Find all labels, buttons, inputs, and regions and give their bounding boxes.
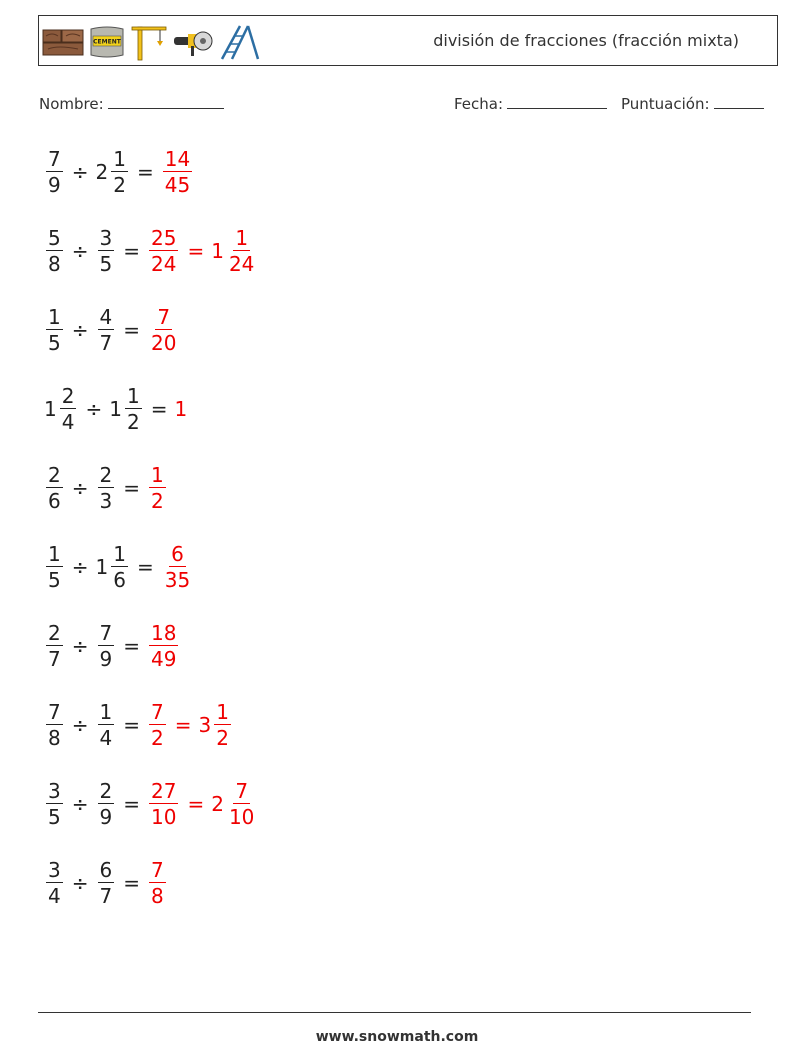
- dividend-fraction-numerator: 1: [48, 542, 61, 566]
- dividend-fraction-denominator: 4: [48, 884, 61, 908]
- dividend: [44, 386, 78, 432]
- problem-row: [44, 853, 168, 913]
- divisor-fraction-numerator: 2: [99, 463, 113, 487]
- dividend: [44, 781, 65, 827]
- problem-row: [44, 142, 194, 202]
- dividend-fraction-numerator: 2: [48, 621, 61, 645]
- answer-mixed-whole: 3: [198, 713, 212, 737]
- dividend-fraction-numerator: 3: [48, 858, 61, 882]
- equals-sign: =: [136, 555, 154, 579]
- divisor-fraction-denominator: 5: [99, 252, 113, 276]
- answer-fraction: [163, 149, 192, 195]
- answer-fraction: [149, 623, 178, 669]
- answer-fraction-denominator: 10: [151, 805, 177, 829]
- answer-fraction: [149, 860, 166, 906]
- answer-mixed-fraction-denominator: 2: [216, 726, 229, 750]
- cement-bag-icon: [88, 25, 126, 59]
- problem-row: [44, 695, 233, 755]
- divide-sign: ÷: [85, 397, 103, 421]
- divisor-whole: 2: [95, 160, 109, 184]
- divide-sign: ÷: [71, 634, 89, 658]
- divisor-fraction-denominator: 9: [99, 647, 113, 671]
- answer-fraction-numerator: 7: [151, 700, 164, 724]
- divisor-fraction-numerator: 3: [99, 226, 113, 250]
- crane-icon: [130, 23, 168, 61]
- dividend-fraction: [46, 544, 63, 590]
- answer-fraction-numerator: 7: [151, 858, 164, 882]
- answer-mixed-fraction-numerator: 1: [235, 226, 249, 250]
- divisor-fraction-numerator: 1: [113, 542, 126, 566]
- divisor-fraction: [98, 623, 115, 669]
- dividend-fraction: [46, 860, 63, 906]
- header-icons: [42, 22, 260, 62]
- divisor: [96, 228, 117, 274]
- answer: [147, 307, 180, 353]
- answer: [147, 702, 233, 748]
- problem-row: [44, 537, 194, 597]
- divisor-fraction-denominator: 7: [99, 331, 113, 355]
- dividend-whole: 1: [44, 397, 57, 421]
- divide-sign: ÷: [71, 239, 89, 263]
- answer-fraction: [149, 702, 166, 748]
- answer-fraction-numerator: 1: [151, 463, 164, 487]
- answer-mixed-fraction: [214, 702, 231, 748]
- equals-sign: =: [123, 634, 140, 658]
- answer: [147, 781, 258, 827]
- divide-sign: ÷: [71, 871, 89, 895]
- divisor-fraction-denominator: 9: [99, 805, 113, 829]
- answer-mixed: [199, 702, 233, 748]
- dividend: [44, 544, 65, 590]
- divisor-whole: 1: [109, 397, 122, 421]
- dividend-fraction: [46, 465, 63, 511]
- equals-sign: =: [136, 160, 154, 184]
- dividend-fraction-denominator: 5: [48, 568, 61, 592]
- divisor-fraction: [98, 860, 115, 906]
- dividend-fraction-denominator: 9: [48, 173, 61, 197]
- name-blank[interactable]: [108, 94, 224, 109]
- answer-mixed: [211, 228, 258, 274]
- name-label: Nombre:: [39, 95, 104, 113]
- divisor-fraction-denominator: 2: [126, 410, 140, 434]
- problem-row: [44, 300, 180, 360]
- equals-sign: =: [123, 871, 140, 895]
- answer-fraction-denominator: 45: [164, 173, 191, 197]
- divisor-fraction: [98, 228, 115, 274]
- answer-fraction-denominator: 35: [164, 568, 191, 592]
- answer-fraction-numerator: 6: [171, 542, 184, 566]
- angle-grinder-icon: [172, 25, 214, 59]
- divide-sign: ÷: [71, 792, 89, 816]
- dividend-fraction-numerator: 7: [48, 700, 61, 724]
- footer-divider: [38, 1012, 751, 1013]
- answer-equals-sign: =: [187, 792, 205, 816]
- dividend-fraction: [46, 307, 63, 353]
- dividend-fraction-numerator: 1: [48, 305, 61, 329]
- answer: [161, 149, 194, 195]
- dividend-fraction-denominator: 8: [48, 726, 61, 750]
- equals-sign: =: [123, 318, 140, 342]
- answer-mixed-fraction: [227, 781, 256, 827]
- divisor-fraction: [98, 465, 115, 511]
- equals-sign: =: [123, 713, 140, 737]
- date-label: Fecha:: [454, 95, 504, 113]
- divisor: [96, 702, 117, 748]
- date-field: [454, 94, 607, 113]
- svg-text:CEMENT: CEMENT: [93, 38, 121, 46]
- divisor: [96, 149, 130, 195]
- divisor: [109, 386, 143, 432]
- divisor-fraction: [111, 544, 128, 590]
- dividend: [44, 702, 65, 748]
- name-field: [39, 94, 224, 113]
- dividend-fraction-denominator: 6: [48, 489, 61, 513]
- answer-mixed-fraction: [227, 228, 256, 274]
- answer: [147, 228, 258, 274]
- dividend-fraction-denominator: 7: [48, 647, 61, 671]
- divisor-fraction-denominator: 2: [113, 173, 126, 197]
- answer-mixed-fraction-denominator: 10: [228, 805, 255, 829]
- answer-fraction-numerator: 7: [157, 305, 171, 329]
- answer-mixed-fraction-denominator: 24: [228, 252, 255, 276]
- equals-sign: =: [123, 476, 140, 500]
- answer-fraction: [149, 228, 178, 274]
- problem-row: [44, 379, 187, 439]
- dividend-fraction: [46, 228, 63, 274]
- dividend: [44, 860, 65, 906]
- dividend-fraction-numerator: 2: [61, 384, 75, 408]
- header-box: [38, 15, 778, 66]
- dividend: [44, 228, 65, 274]
- problem-row: [44, 458, 168, 518]
- answer-mixed-whole: 1: [211, 239, 224, 263]
- dividend-fraction-denominator: 4: [61, 410, 75, 434]
- problem-row: [44, 616, 180, 676]
- dividend-fraction: [46, 702, 63, 748]
- equals-sign: =: [123, 239, 140, 263]
- divisor-fraction: [111, 149, 128, 195]
- dividend-fraction-denominator: 5: [48, 805, 61, 829]
- divide-sign: ÷: [71, 160, 89, 184]
- answer-fraction: [149, 781, 178, 827]
- answer-fraction-numerator: 25: [151, 226, 177, 250]
- answer-fraction: [149, 307, 178, 353]
- answer-mixed-fraction-numerator: 7: [235, 779, 249, 803]
- dividend: [44, 149, 65, 195]
- dividend-fraction-numerator: 3: [48, 779, 61, 803]
- answer-fraction-denominator: 20: [151, 331, 177, 355]
- answer: [161, 544, 194, 590]
- divisor-fraction-numerator: 1: [99, 700, 113, 724]
- divisor-fraction-numerator: 1: [113, 147, 126, 171]
- answer-fraction-denominator: 8: [151, 884, 164, 908]
- score-blank[interactable]: [714, 94, 764, 109]
- divide-sign: ÷: [71, 555, 89, 579]
- problem-row: [44, 221, 258, 281]
- dividend-fraction-numerator: 5: [48, 226, 61, 250]
- dividend-fraction: [46, 623, 63, 669]
- divisor: [96, 465, 117, 511]
- divide-sign: ÷: [71, 476, 89, 500]
- answer: [147, 623, 180, 669]
- dividend-fraction-numerator: 2: [48, 463, 61, 487]
- divisor-fraction-denominator: 3: [99, 489, 113, 513]
- dividend: [44, 307, 65, 353]
- divide-sign: ÷: [71, 713, 89, 737]
- ladder-icon: [218, 23, 260, 61]
- divisor: [96, 544, 130, 590]
- answer-fraction-numerator: 27: [151, 779, 177, 803]
- answer-integer: 1: [174, 397, 188, 421]
- divisor-fraction-numerator: 2: [99, 779, 113, 803]
- dividend-fraction-numerator: 7: [48, 147, 61, 171]
- answer-fraction: [163, 544, 192, 590]
- divisor-fraction: [98, 781, 115, 827]
- date-blank[interactable]: [507, 94, 607, 109]
- wood-planks-icon: [42, 26, 84, 58]
- divisor: [96, 623, 117, 669]
- answer-fraction-numerator: 14: [164, 147, 191, 171]
- dividend-fraction: [46, 149, 63, 195]
- divisor-fraction: [125, 386, 142, 432]
- answer-mixed-whole: 2: [211, 792, 224, 816]
- answer-fraction: [149, 465, 166, 511]
- answer-mixed-fraction-numerator: 1: [216, 700, 229, 724]
- answer-fraction-denominator: 24: [151, 252, 177, 276]
- dividend-fraction: [60, 386, 77, 432]
- dividend: [44, 623, 65, 669]
- dividend: [44, 465, 65, 511]
- answer-fraction-denominator: 2: [151, 726, 164, 750]
- divisor-fraction-denominator: 6: [113, 568, 126, 592]
- footer-url: www.snowmath.com: [315, 1029, 479, 1045]
- divisor-fraction-numerator: 6: [99, 858, 113, 882]
- divisor: [96, 781, 117, 827]
- equals-sign: =: [123, 792, 140, 816]
- answer-fraction-denominator: 2: [151, 489, 164, 513]
- divisor-fraction-numerator: 1: [126, 384, 140, 408]
- answer-equals-sign: =: [187, 239, 205, 263]
- divisor-whole: 1: [95, 555, 109, 579]
- worksheet-title: división de fracciones (fracción mixta): [433, 31, 739, 50]
- divisor-fraction: [98, 702, 115, 748]
- answer: [174, 397, 187, 421]
- divisor-fraction: [98, 307, 115, 353]
- answer-equals-sign: =: [174, 713, 192, 737]
- divisor: [96, 307, 117, 353]
- answer-fraction-numerator: 18: [151, 621, 177, 645]
- score-field: [621, 94, 764, 113]
- answer: [147, 860, 168, 906]
- score-label: Puntuación:: [621, 95, 710, 113]
- divisor-fraction-numerator: 4: [99, 305, 113, 329]
- answer: [147, 465, 168, 511]
- answer-mixed: [211, 781, 258, 827]
- answer-fraction-denominator: 49: [151, 647, 177, 671]
- dividend-fraction-denominator: 8: [48, 252, 61, 276]
- divisor-fraction-numerator: 7: [99, 621, 113, 645]
- divisor: [96, 860, 117, 906]
- equals-sign: =: [150, 397, 168, 421]
- divisor-fraction-denominator: 7: [99, 884, 113, 908]
- problem-row: [44, 774, 258, 834]
- dividend-fraction: [46, 781, 63, 827]
- divisor-fraction-denominator: 4: [99, 726, 113, 750]
- divide-sign: ÷: [71, 318, 89, 342]
- dividend-fraction-denominator: 5: [48, 331, 61, 355]
